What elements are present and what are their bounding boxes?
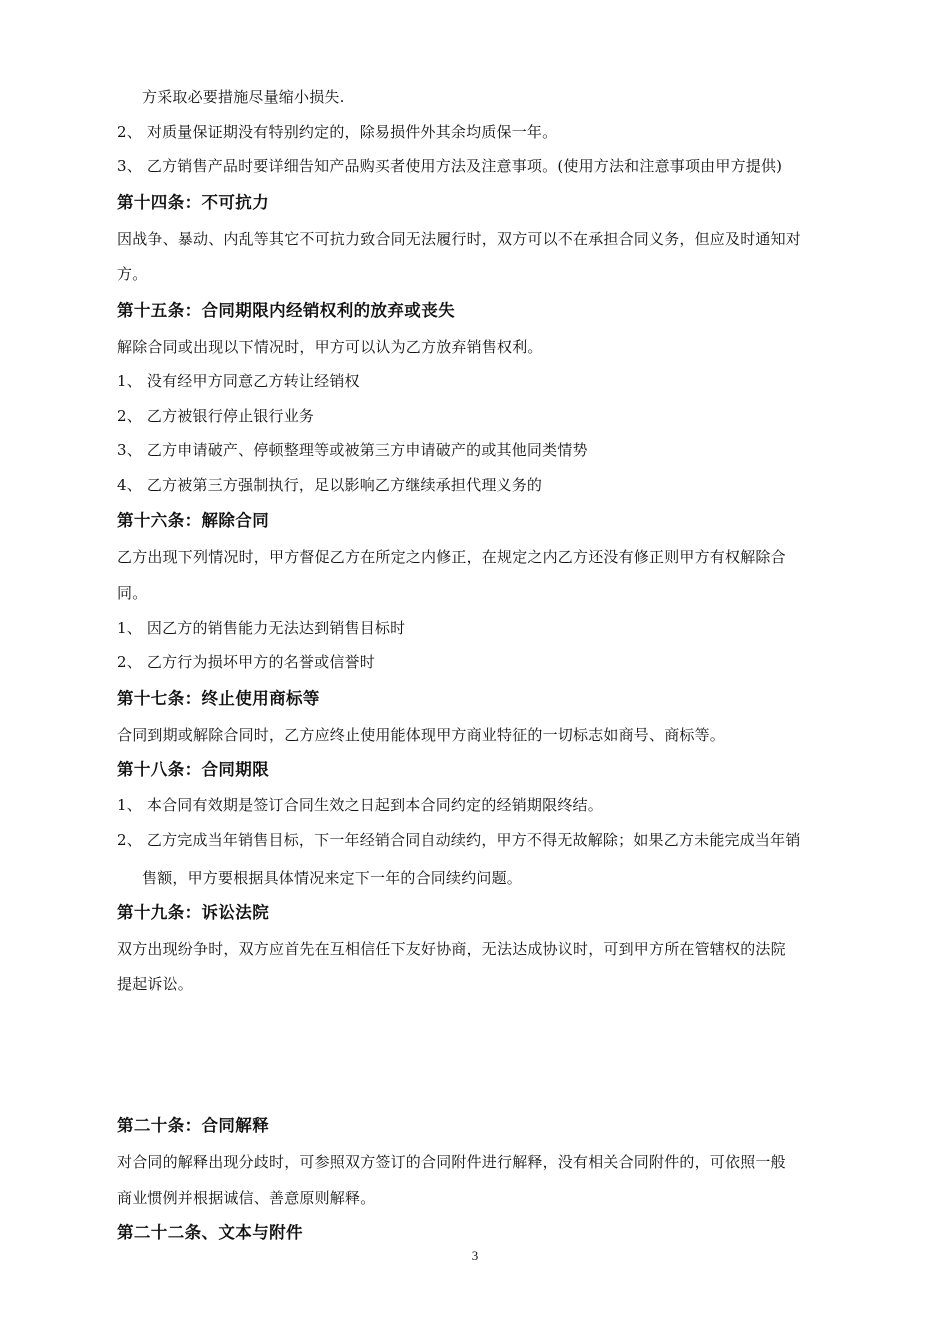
paragraph: 双方出现纷争时，双方应首先在互相信任下友好协商，无法达成协议时，可到甲方所在管辖权的法院 bbox=[117, 940, 786, 958]
section-heading: 第十五条：合同期限内经销权利的放弃或丧失 bbox=[117, 301, 455, 320]
list-item: 2、 乙方被银行停止银行业务 bbox=[117, 407, 315, 425]
section-heading: 第十九条：诉讼法院 bbox=[117, 903, 270, 922]
paragraph: 解除合同或出现以下情况时，甲方可以认为乙方放弃销售权利。 bbox=[117, 338, 543, 356]
section-heading: 第二十二条、文本与附件 bbox=[117, 1223, 303, 1242]
list-item: 4、 乙方被第三方强制执行，足以影响乙方继续承担代理义务的 bbox=[117, 476, 543, 494]
list-item: 1、 因乙方的销售能力无法达到销售目标时 bbox=[117, 619, 406, 637]
section-heading: 第十六条：解除合同 bbox=[117, 511, 270, 530]
paragraph: 因战争、暴动、内乱等其它不可抗力致合同无法履行时，双方可以不在承担合同义务，但应及时通知对 bbox=[117, 230, 802, 248]
list-item: 1、 没有经甲方同意乙方转让经销权 bbox=[117, 372, 360, 390]
list-item: 3、 乙方销售产品时要详细告知产品购买者使用方法及注意事项。(使用方法和注意事项由甲方提供) bbox=[117, 157, 783, 175]
paragraph: 乙方出现下列情况时，甲方督促乙方在所定之内修正，在规定之内乙方还没有修正则甲方有权解除合 bbox=[117, 548, 786, 566]
list-item: 3、 乙方申请破产、停顿整理等或被第三方申请破产的或其他同类情势 bbox=[117, 441, 588, 459]
section-heading: 第十四条：不可抗力 bbox=[117, 193, 270, 212]
paragraph: 合同到期或解除合同时，乙方应终止使用能体现甲方商业特征的一切标志如商号、商标等。 bbox=[117, 726, 726, 744]
page-number: 3 bbox=[471, 1248, 479, 1263]
list-item: 2、 乙方行为损坏甲方的名誉或信誉时 bbox=[117, 653, 375, 671]
paragraph: 对合同的解释出现分歧时，可参照双方签订的合同附件进行解释，没有相关合同附件的，可依照一般 bbox=[117, 1153, 786, 1171]
list-item: 2、 乙方完成当年销售目标，下一年经销合同自动续约，甲方不得无故解除；如果乙方未能完成当年销 bbox=[117, 831, 801, 849]
section-heading: 第十八条：合同期限 bbox=[117, 760, 270, 779]
list-item: 1、 本合同有效期是签订合同生效之日起到本合同约定的经销期限终结。 bbox=[117, 796, 603, 814]
paragraph-continuation: 提起诉讼。 bbox=[117, 975, 194, 993]
paragraph-continuation: 商业惯例并根据诚信、善意原则解释。 bbox=[117, 1189, 376, 1207]
section-heading: 第二十条：合同解释 bbox=[117, 1116, 270, 1135]
paragraph-continuation: 方。 bbox=[117, 265, 148, 283]
list-item: 2、 对质量保证期没有特别约定的，除易损件外其余均质保一年。 bbox=[117, 123, 558, 141]
paragraph-continuation: 同。 bbox=[117, 584, 148, 602]
list-item-continuation: 售额，甲方要根据具体情况来定下一年的合同续约问题。 bbox=[142, 869, 523, 887]
section-heading: 第十七条：终止使用商标等 bbox=[117, 689, 320, 708]
paragraph-continuation: 方采取必要措施尽量缩小损失. bbox=[142, 88, 345, 106]
